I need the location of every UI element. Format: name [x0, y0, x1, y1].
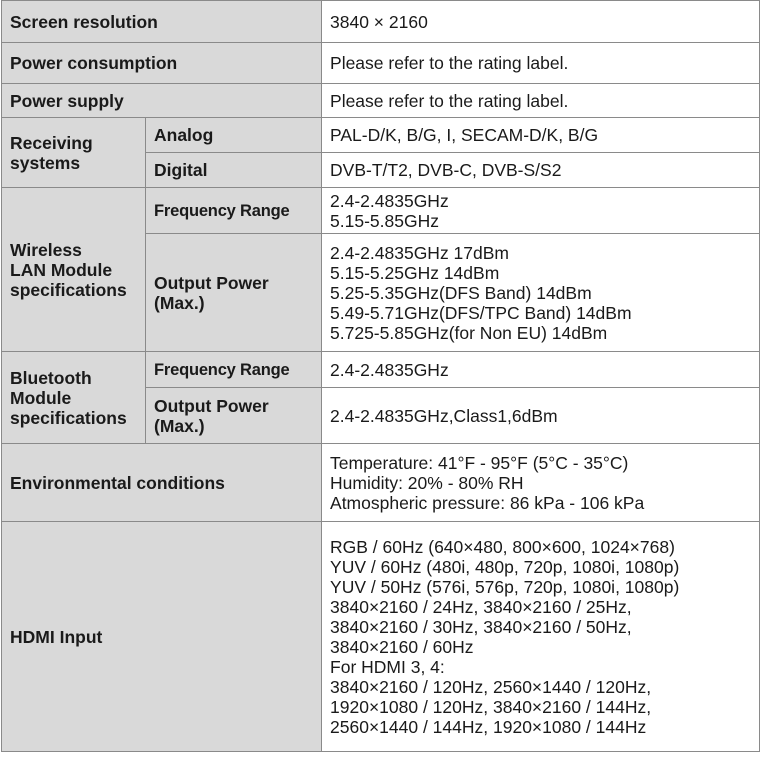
hdmi-line-3: YUV / 50Hz (576i, 576p, 720p, 1080i, 1080p): [330, 576, 680, 597]
digital-label: Digital: [146, 153, 322, 188]
hdmi-line-8: 3840×2160 / 120Hz, 2560×1440 / 120Hz,: [330, 676, 652, 697]
row-screen-resolution: [2, 1, 760, 43]
row-receiving-analog: [2, 118, 760, 153]
wlan-output-power-label-line-2: (Max.): [154, 292, 205, 313]
wlan-frequency-line-1: 2.4-2.4835GHz: [330, 190, 449, 211]
receiving-systems-label-line-1: Receiving: [10, 132, 93, 153]
hdmi-line-7: For HDMI 3, 4:: [330, 656, 445, 677]
environmental-line-1: Temperature: 41°F - 95°F (5°C - 35°C): [330, 452, 629, 473]
bluetooth-output-power-label-line-1: Output Power: [154, 395, 269, 416]
bluetooth-output-power-value: 2.4-2.4835GHz,Class1,6dBm: [322, 388, 760, 444]
environmental-conditions-value: [322, 444, 760, 522]
wlan-frequency-range-value: [322, 188, 760, 234]
wlan-output-power-value: [322, 234, 760, 352]
environmental-line-3: Atmospheric pressure: 86 kPa - 106 kPa: [330, 492, 645, 513]
row-power-consumption: [2, 43, 760, 84]
hdmi-line-6: 3840×2160 / 60Hz: [330, 636, 474, 657]
screen-resolution-value: 3840 × 2160: [322, 1, 760, 43]
bluetooth-label-line-2: Module: [10, 387, 72, 408]
wlan-frequency-line-2: 5.15-5.85GHz: [330, 210, 439, 231]
wlan-output-line-1: 2.4-2.4835GHz 17dBm: [330, 242, 510, 263]
hdmi-input-label: HDMI Input: [2, 522, 322, 752]
wlan-output-line-5: 5.725-5.85GHz(for Non EU) 14dBm: [330, 322, 608, 343]
wlan-label-line-3: specifications: [10, 279, 127, 300]
hdmi-line-10: 2560×1440 / 144Hz, 1920×1080 / 144Hz: [330, 716, 647, 737]
wlan-label-line-2: LAN Module: [10, 259, 113, 280]
bluetooth-label-line-3: specifications: [10, 407, 127, 428]
specifications-table: [1, 0, 760, 752]
environmental-conditions-label: Environmental conditions: [2, 444, 322, 522]
wlan-output-power-label: [146, 234, 322, 352]
row-environmental-conditions: [2, 444, 760, 522]
hdmi-input-value: [322, 522, 760, 752]
bluetooth-output-power-label: [146, 388, 322, 444]
bluetooth-output-power-label-line-2: (Max.): [154, 415, 205, 436]
row-power-supply: [2, 84, 760, 118]
bluetooth-module-label: [2, 352, 146, 444]
bluetooth-label-line-1: Bluetooth: [10, 367, 92, 388]
bluetooth-frequency-range-label: Frequency Range: [146, 352, 322, 388]
screen-resolution-label: Screen resolution: [2, 1, 322, 43]
power-consumption-value: Please refer to the rating label.: [322, 43, 760, 84]
wlan-output-line-3: 5.25-5.35GHz(DFS Band) 14dBm: [330, 282, 592, 303]
bluetooth-frequency-range-value: 2.4-2.4835GHz: [322, 352, 760, 388]
wlan-module-label: [2, 188, 146, 352]
analog-label: Analog: [146, 118, 322, 153]
digital-value: DVB-T/T2, DVB-C, DVB-S/S2: [322, 153, 760, 188]
row-hdmi-input: [2, 522, 760, 752]
hdmi-line-1: RGB / 60Hz (640×480, 800×600, 1024×768): [330, 536, 675, 557]
row-wlan-frequency: [2, 188, 760, 234]
receiving-systems-label-line-2: systems: [10, 152, 81, 173]
wlan-output-power-label-line-1: Output Power: [154, 272, 269, 293]
hdmi-line-9: 1920×1080 / 120Hz, 3840×2160 / 144Hz,: [330, 696, 652, 717]
power-consumption-label: Power consumption: [2, 43, 322, 84]
power-supply-label: Power supply: [2, 84, 322, 118]
analog-value: PAL-D/K, B/G, I, SECAM-D/K, B/G: [322, 118, 760, 153]
receiving-systems-label: [2, 118, 146, 188]
wlan-output-line-4: 5.49-5.71GHz(DFS/TPC Band) 14dBm: [330, 302, 632, 323]
hdmi-line-2: YUV / 60Hz (480i, 480p, 720p, 1080i, 1080p): [330, 556, 680, 577]
power-supply-value: Please refer to the rating label.: [322, 84, 760, 118]
row-bluetooth-frequency: [2, 352, 760, 388]
wlan-frequency-range-label: Frequency Range: [146, 188, 322, 234]
wlan-label-line-1: Wireless: [10, 239, 82, 260]
hdmi-line-5: 3840×2160 / 30Hz, 3840×2160 / 50Hz,: [330, 616, 632, 637]
environmental-line-2: Humidity: 20% - 80% RH: [330, 472, 524, 493]
hdmi-line-4: 3840×2160 / 24Hz, 3840×2160 / 25Hz,: [330, 596, 632, 617]
wlan-output-line-2: 5.15-5.25GHz 14dBm: [330, 262, 500, 283]
